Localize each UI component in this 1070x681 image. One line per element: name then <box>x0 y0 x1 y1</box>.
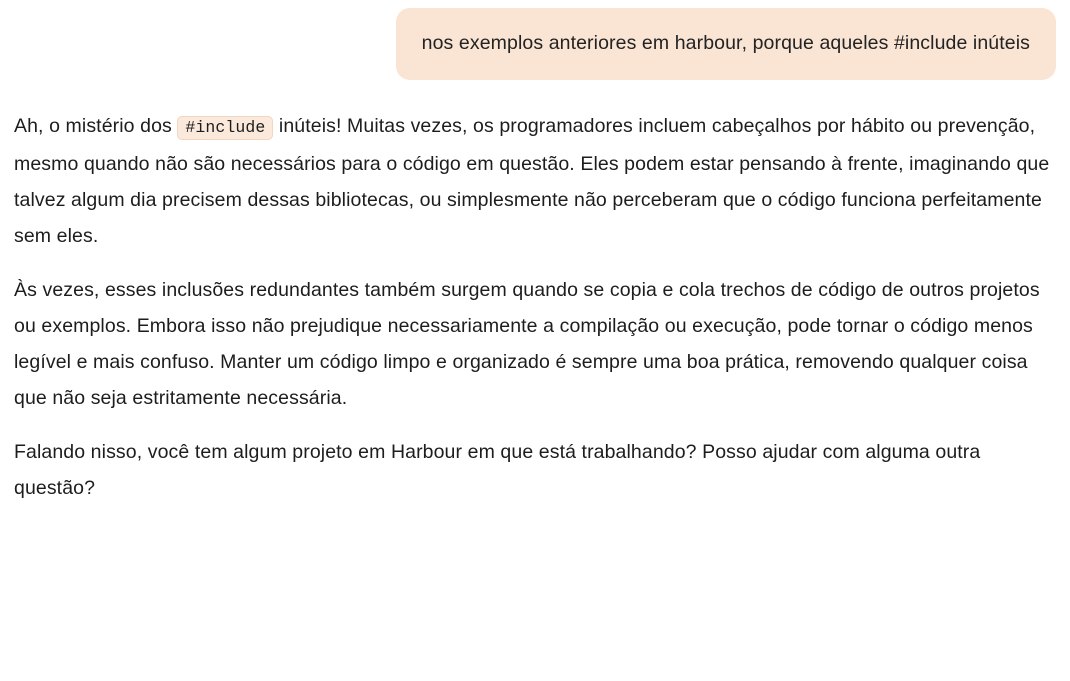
assistant-paragraph-1-lead: Ah, o mistério dos <box>14 115 178 137</box>
assistant-paragraph-2: Às vezes, esses inclusões redundantes também surgem quando se copia e cola trechos de código de outros projetos ou exemplos. Embora isso não prejudique necessariamente a compilação ou execução, pode tornar o código menos legível e mais confuso. Manter um código limpo e organizado é sempre uma boa prática, removendo qualquer coisa que não seja estritamente necessária. <box>14 279 1040 409</box>
user-message-text: nos exemplos anteriores em harbour, porque aqueles #include inúteis <box>421 32 1030 54</box>
assistant-paragraph-3: Falando nisso, você tem algum projeto em Harbour em que está trabalhando? Posso ajudar com alguma outra questão? <box>14 441 981 499</box>
inline-code-include: #include <box>177 116 273 140</box>
user-message-row <box>0 0 1070 80</box>
assistant-paragraph-1-rest: inúteis! Muitas vezes, os programadores incluem cabeçalhos por hábito ou prevenção, mesmo quando não são necessários para o código em questão. Eles podem estar pensando à frente, imaginando que talvez algum dia precisem dessas bibliotecas, ou simplesmente não perceberam que o código funciona perfeitamente sem eles. <box>14 115 1050 247</box>
assistant-paragraph-1 <box>14 108 1050 254</box>
user-message-bubble[interactable] <box>396 8 1056 80</box>
assistant-message <box>0 80 1070 506</box>
